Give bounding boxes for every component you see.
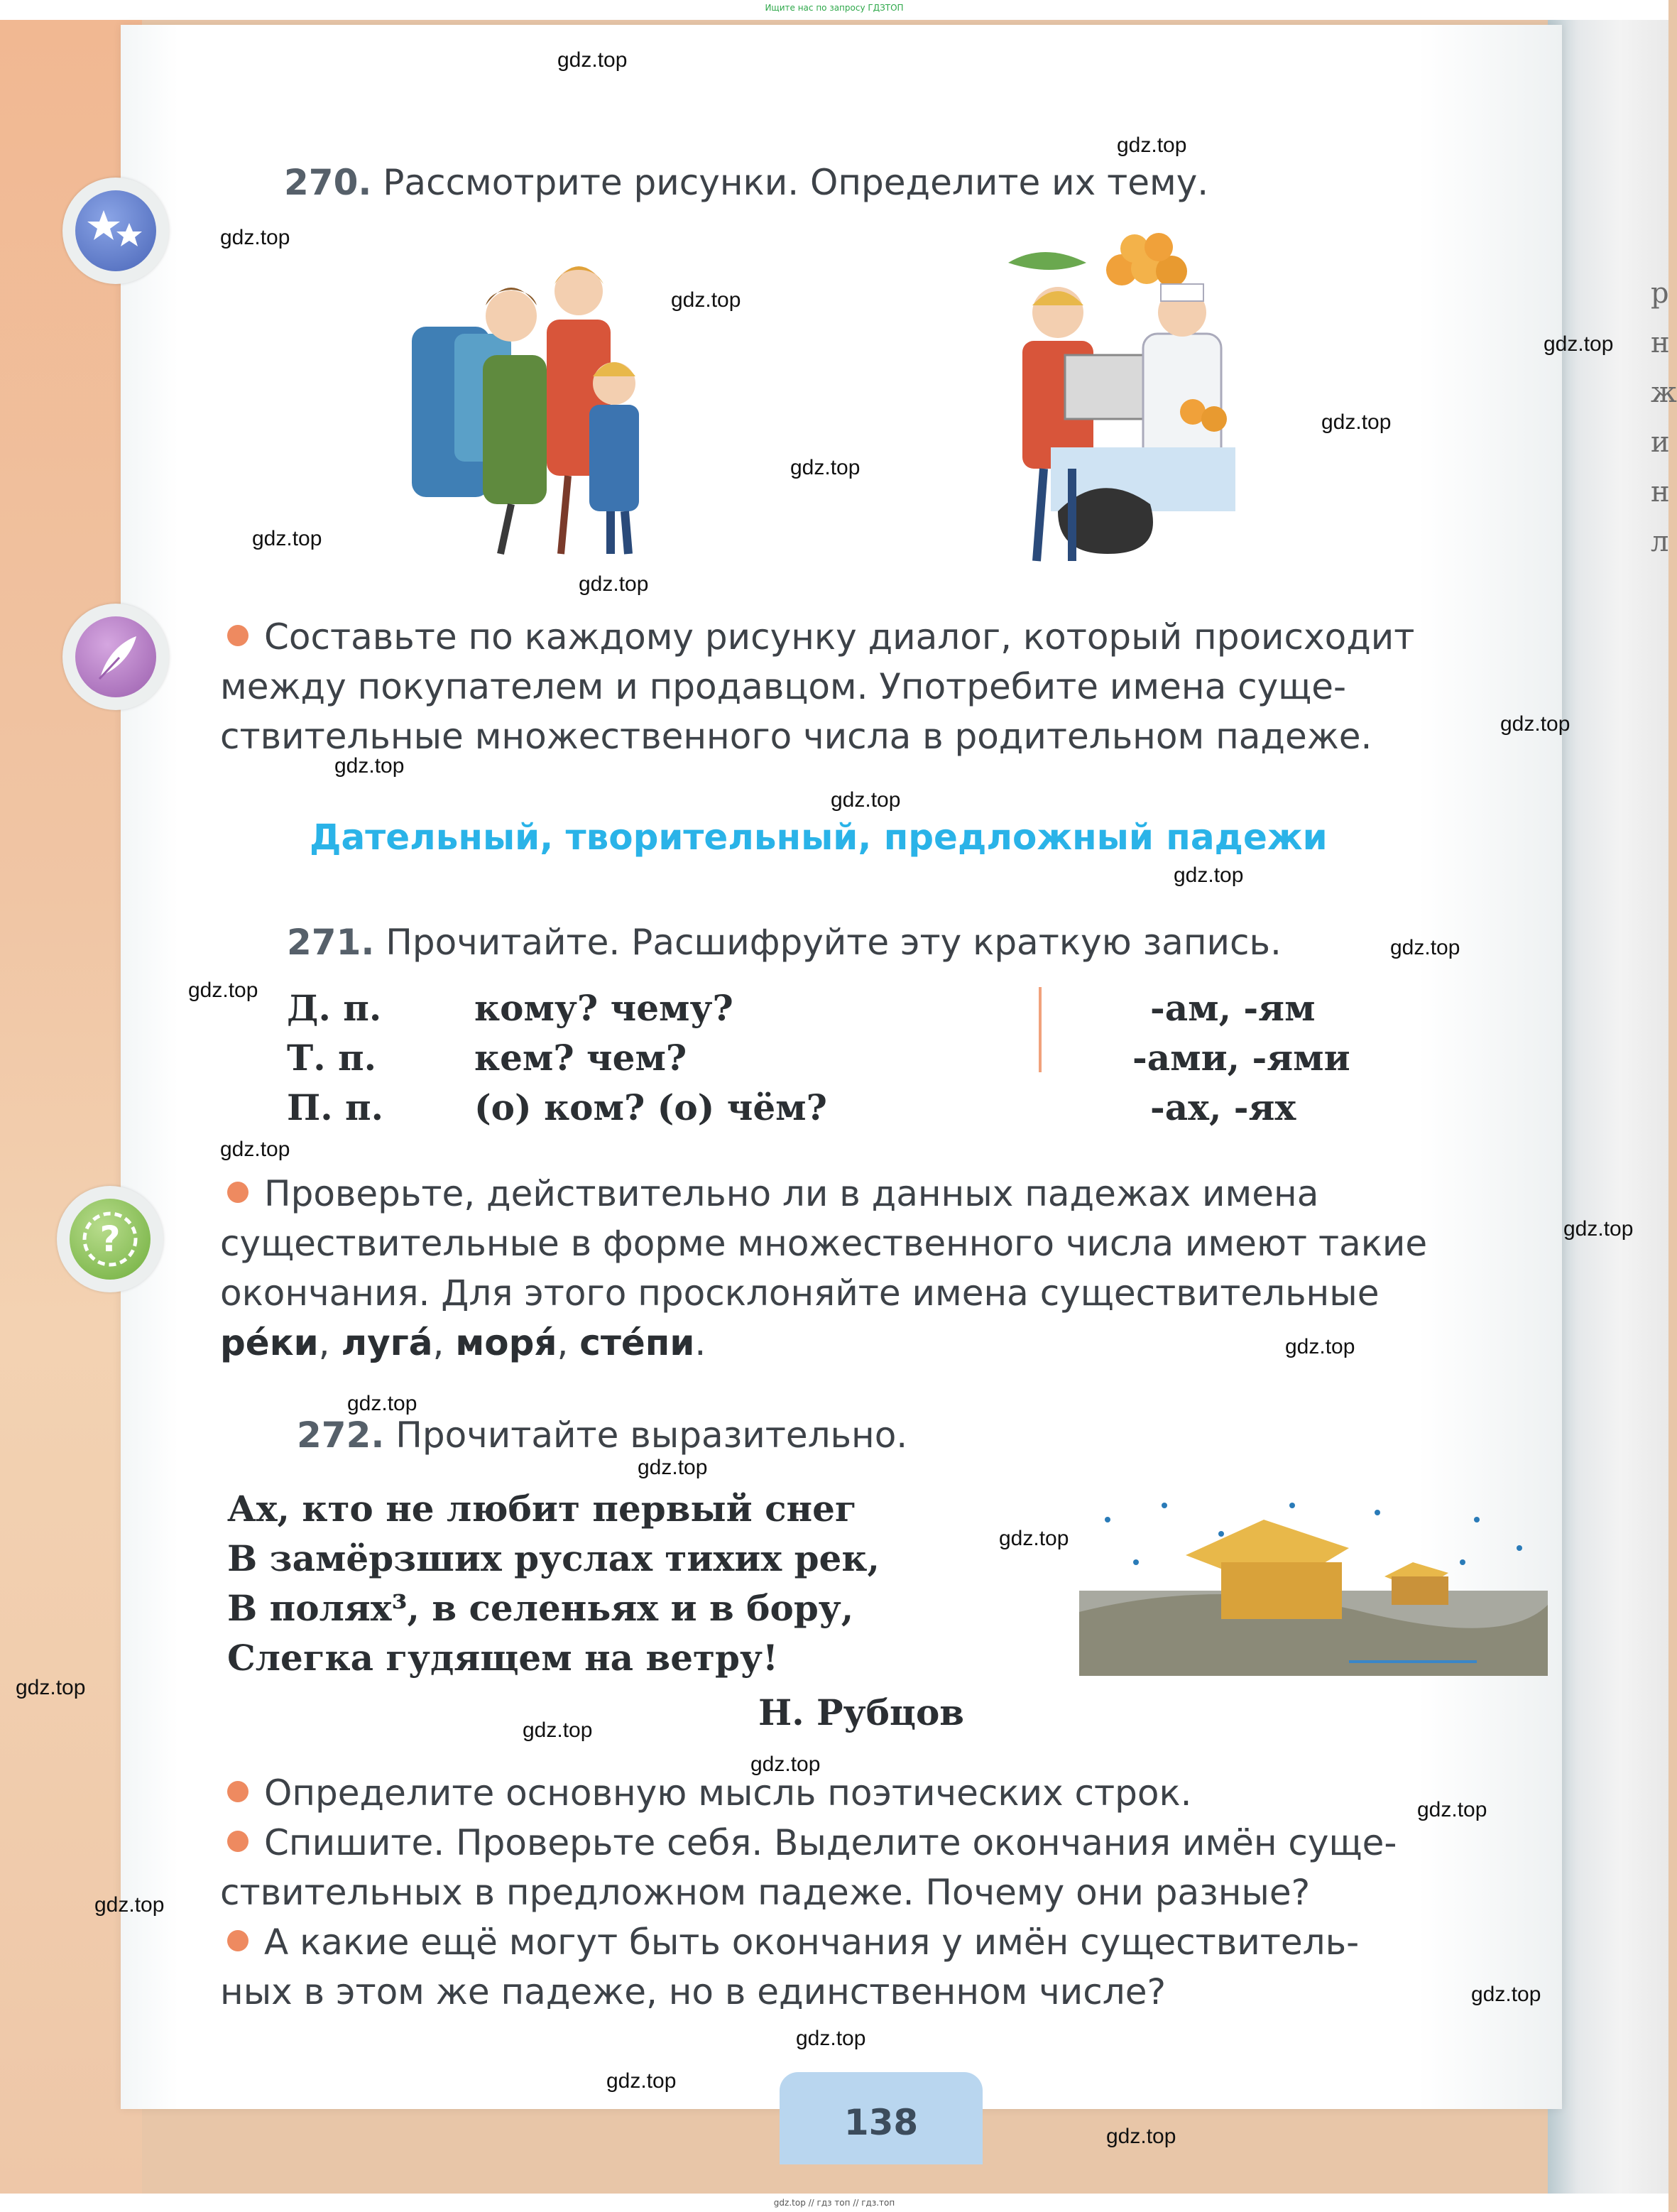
watermark: gdz.top	[188, 979, 258, 1002]
poem-line: В полях³, в селеньях и в бору,	[227, 1587, 854, 1629]
case-label: Т. п.	[287, 1037, 377, 1079]
watermark: gdz.top	[1321, 410, 1392, 434]
case-endings: -ах, -ях	[1150, 1086, 1296, 1128]
exercise-272-title	[297, 1415, 907, 1456]
text-line: ствительных в предложном падеже. Почему они разные?	[220, 1872, 1311, 1913]
clothes-shop-illustration	[398, 249, 689, 568]
watermark: gdz.top	[347, 1392, 417, 1415]
case-endings: -ами, -ями	[1132, 1037, 1350, 1079]
right-edge-letter: н	[1651, 327, 1670, 359]
case-label: Д. п.	[287, 987, 382, 1029]
stars-icon	[62, 178, 169, 284]
watermark: gdz.top	[523, 1718, 593, 1742]
bullet-icon	[227, 1831, 248, 1852]
case-questions: кому? чему?	[474, 987, 733, 1029]
watermark: gdz.top	[831, 788, 901, 812]
watermark: gdz.top	[16, 1676, 86, 1699]
word: луга́	[341, 1322, 433, 1363]
right-edge-letter: и	[1651, 426, 1670, 459]
watermark: gdz.top	[1106, 2125, 1176, 2148]
watermark: gdz.top	[1417, 1798, 1487, 1821]
table-divider	[1039, 987, 1042, 1072]
bullet-icon	[227, 1930, 248, 1951]
exercise-270-title	[284, 162, 1208, 203]
watermark: gdz.top	[1174, 863, 1244, 887]
bottom-banner	[0, 2194, 1668, 2212]
watermark: gdz.top	[220, 226, 290, 249]
watermark: gdz.top	[671, 288, 741, 312]
snowy-village-illustration	[1079, 1491, 1548, 1676]
exercise-271-bullet: Проверьте, действительно ли в данных падежах имена существительные в форме множественного числа имеют такие окончания. Для этого просклоняйте имена существительные ре́ки, луга́, моря́, сте́пи.	[220, 1173, 1428, 1363]
text-line: ствительные множественного числа в родительном падеже.	[220, 716, 1372, 757]
right-edge-letter: л	[1651, 525, 1669, 558]
text-line: между покупателем и продавцом. Употребите имена суще-	[220, 666, 1347, 707]
text-line: окончания. Для этого просклоняйте имена существительные	[220, 1273, 1380, 1314]
text-line: Составьте по каждому рисунку диалог, который происходит	[264, 616, 1415, 658]
case-questions: (о) ком? (о) чём?	[474, 1086, 827, 1128]
watermark: gdz.top	[790, 456, 861, 479]
section-heading: Дательный, творительный, предложный падежи	[310, 817, 1328, 858]
poem-line: Слегка гудящем на ветру!	[227, 1637, 778, 1679]
watermark: gdz.top	[1285, 1335, 1355, 1358]
watermark: gdz.top	[606, 2069, 677, 2093]
watermark: gdz.top	[796, 2027, 866, 2050]
exercise-270-bullet	[220, 612, 1415, 761]
watermark: gdz.top	[999, 1527, 1069, 1550]
bullet-icon	[227, 1182, 248, 1203]
word: сте́пи	[579, 1322, 695, 1363]
exercise-task: Прочитайте. Расшифруйте эту краткую запись.	[386, 922, 1282, 963]
exercise-task: Рассмотрите рисунки. Определите их тему.	[383, 162, 1209, 203]
bullet-icon	[227, 625, 248, 646]
exercise-task: Прочитайте выразительно.	[395, 1415, 908, 1456]
bullet-icon	[227, 1781, 248, 1802]
case-endings: -ам, -ям	[1150, 987, 1316, 1029]
market-stall-illustration	[980, 234, 1250, 568]
bottom-banner-text: gdz.top // гдз топ // гдз.топ	[773, 2198, 895, 2208]
top-banner-text: Ищите нас по запросу ГДЗТОП	[765, 3, 904, 13]
watermark: gdz.top	[579, 572, 649, 596]
case-questions: кем? чем?	[474, 1037, 687, 1079]
exercise-272-bullets	[220, 1768, 1397, 2017]
text-line: Спишите. Проверьте себя. Выделите окончания имён суще-	[264, 1822, 1397, 1863]
poem-line: Ах, кто не любит первый снег	[227, 1488, 857, 1530]
watermark: gdz.top	[252, 527, 322, 550]
watermark: gdz.top	[94, 1893, 165, 1917]
feather-pen-icon	[62, 604, 169, 710]
watermark: gdz.top	[1500, 712, 1571, 736]
right-edge-letter: ж	[1651, 376, 1677, 409]
exercise-number: 272.	[297, 1415, 385, 1456]
watermark: gdz.top	[1563, 1217, 1634, 1241]
text-line: ных в этом же падеже, но в единственном числе?	[220, 1971, 1167, 2012]
right-edge-letter: р	[1651, 277, 1669, 310]
right-edge-letter: н	[1651, 476, 1670, 508]
exercise-number: 271.	[287, 922, 375, 963]
page-number-tab	[780, 2072, 983, 2164]
text-line: А какие ещё могут быть окончания у имён существитель-	[264, 1922, 1360, 1963]
word: моря́	[455, 1322, 557, 1363]
text-line: существительные в форме множественного числа имеют такие	[220, 1223, 1428, 1264]
watermark: gdz.top	[1471, 1983, 1541, 2006]
page-number: 138	[843, 2102, 919, 2143]
watermark: gdz.top	[1544, 332, 1614, 356]
case-label: П. п.	[287, 1086, 384, 1128]
text-line: Проверьте, действительно ли в данных падежах имена	[264, 1173, 1319, 1214]
exercise-271-title	[287, 922, 1282, 963]
word: ре́ки	[220, 1322, 319, 1363]
watermark: gdz.top	[1390, 936, 1460, 959]
question-icon	[57, 1186, 163, 1292]
watermark: gdz.top	[557, 48, 628, 72]
watermark: gdz.top	[1117, 134, 1187, 157]
svg-text:?: ?	[99, 1219, 121, 1260]
poem	[227, 1484, 880, 1683]
poem-author: Н. Рубцов	[758, 1691, 965, 1733]
poem-line: В замёрзших руслах тихих рек,	[227, 1537, 880, 1579]
watermark: gdz.top	[334, 754, 405, 778]
watermark: gdz.top	[750, 1753, 821, 1776]
watermark: gdz.top	[638, 1456, 708, 1479]
watermark: gdz.top	[220, 1138, 290, 1161]
text-line: Определите основную мысль поэтических строк.	[264, 1772, 1192, 1814]
exercise-number: 270.	[284, 162, 372, 203]
top-banner	[0, 0, 1668, 20]
